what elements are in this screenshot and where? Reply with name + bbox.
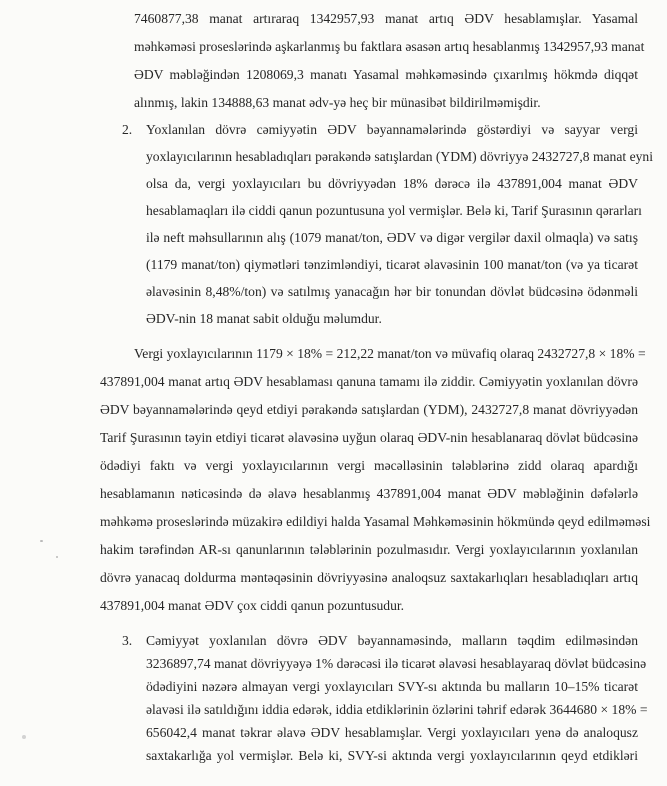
scan-speck [22, 735, 26, 739]
text-line: ƏDV məbləğindən 1208069,3 manatı Yasamal məhkəməsində çıxarılmış hökmdə diqqət [134, 67, 638, 82]
text-line: Yoxlanılan dövrə cəmiyyətin ƏDV bəyannamələrində göstərdiyi və sayyar vergi [146, 122, 638, 137]
text-line: məhkəmə proseslərində müzakirə edildiyi halda Yasamal Məhkəməsinin hökmündə qeyd edilməməsi [100, 514, 651, 529]
text-line: Vergi yoxlayıcılarının 1179 × 18% = 212,22 manat/ton və müvafiq olaraq 2432727,8 × 18% = [134, 346, 646, 361]
text-line: yoxlayıcılarının hesabladıqları pərakəndə satışlardan (YDM) dövriyyə 2432727,8 manat eyni [146, 149, 653, 164]
list-number: 2. [122, 122, 133, 137]
text-line: Tarif Şurasının təyin etdiyi ticarət əlavəsinə uyğun olaraq ƏDV-nin hesablanaraq dövlət büdcəsinə [100, 430, 638, 445]
text-line: Cəmiyyət yoxlanılan dövrə ƏDV bəyannaməsində, malların təqdim edilməsindən [146, 633, 638, 648]
text-line: ƏDV-nin 18 manat sabit olduğu məlumdur. [146, 311, 382, 326]
text-line: dövrə yanacaq doldurma məntəqəsinin dövriyyəsinə analoqsuz saxtakarlıqları hesabladıqları artıq [100, 570, 638, 585]
text-line: əlavəsi ilə satıldığını iddia edərək, iddia etdiklərinin özlərini təhrif edərək 3644680 × 18% = [146, 702, 648, 717]
text-line: hesablamanın nəticəsində də əlavə hesablanmış 437891,004 manat ƏDV məbləğinin dəfələrlə [100, 486, 638, 501]
scan-speck [40, 540, 43, 542]
text-line: alınmış, lakin 134888,63 manat ədv-yə heç bir münasibət bildirilməmişdir. [134, 95, 541, 110]
text-line: ilə neft məhsullarının alış (1079 manat/ton, ƏDV və digər vergilər daxil olmaqla) və satış [146, 230, 638, 245]
text-line: (1179 manat/ton) qiymətləri tənzimləndiyi, ticarət əlavəsinin 100 manat/ton (və ya ticarət [146, 257, 638, 272]
text-line: 656042,4 manat təkrar əlavə ƏDV hesablamışlar. Vergi yoxlayıcıları yenə də analoqusz [146, 725, 638, 740]
text-line: ödədiyini nəzərə almayan vergi yoxlayıcıları SVY-sı aktında bu malların 10–15% ticarət [146, 679, 638, 694]
list-number: 3. [122, 633, 133, 648]
text-line: saxtakarlığa yol vermişlər. Belə ki, SVY-si aktında vergi yoxlayıcılarının qeyd etdikləri [146, 748, 638, 763]
text-line: 7460877,38 manat artıraraq 1342957,93 manat artıq ƏDV hesablamışlar. Yasamal [134, 11, 638, 26]
text-line: 3236897,74 manat dövriyyəyə 1% dərəcəsi ilə ticarət əlavəsi hesablayaraq dövlət büdcəsinə [146, 656, 647, 671]
text-line: hesablamaqları ilə ciddi qanun pozuntusuna yol vermişlər. Belə ki, Tarif Şurasının qərarları [146, 203, 642, 218]
text-line: əlavəsinin 8,48%/ton) və satılmış yanacağın hər bir tonundan dövlət büdcəsinə ödənməli [146, 284, 638, 299]
text-line: məhkəməsi proseslərində aşkarlanmış bu faktlara əsasən artıq hesablanmış 1342957,93 manat [134, 39, 645, 54]
text-line: hakim tərəfindən AR-sı qanunlarının tələblərinin pozulmasıdır. Vergi yoxlayıcılarının yoxlanılan [100, 542, 638, 557]
text-line: ödədiyi faktı və vergi yoxlayıcılarının vergi məcəlləsinin tələblərinə zidd olaraq apardığı [100, 458, 638, 473]
scan-speck [56, 556, 58, 558]
text-line: 437891,004 manat ƏDV çox ciddi qanun pozuntusudur. [100, 598, 405, 613]
text-line: ƏDV bəyannamələrində qeyd etdiyi pərakəndə satışlardan (YDM), 2432727,8 manat dövriyyədən [100, 402, 638, 417]
text-line: olsa da, vergi yoxlayıcıları bu dövriyyədən 18% dərəcə ilə 437891,004 manat ƏDV [146, 176, 638, 191]
text-line: 437891,004 manat artıq ƏDV hesablaması qanuna tamamı ilə ziddir. Cəmiyyətin yoxlanılan dövrə [100, 374, 638, 389]
